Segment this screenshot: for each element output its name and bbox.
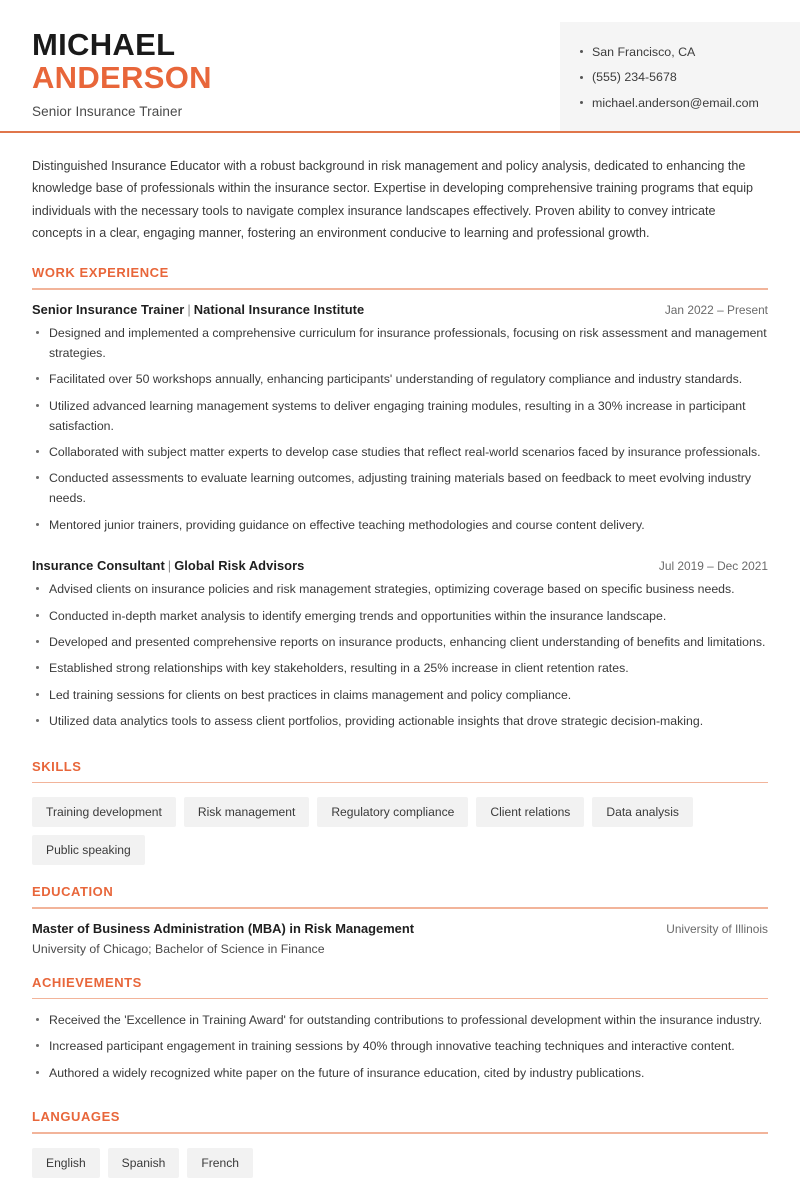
contact-phone: (555) 234-5678	[578, 65, 782, 91]
experience-role-company	[32, 558, 304, 573]
language-tag: English	[32, 1148, 100, 1178]
education-degree: Master of Business Administration (MBA) in Risk Management	[32, 920, 414, 936]
section-title-achievements: ACHIEVEMENTS	[32, 974, 142, 990]
experience-company: National Insurance Institute	[193, 301, 365, 317]
last-name: ANDERSON	[32, 60, 212, 96]
bullet-item: Developed and presented comprehensive reports on insurance products, enhancing client understanding of benefits and limitations.	[32, 633, 768, 659]
bullet-item: Facilitated over 50 workshops annually, enhancing participants' understanding of regulatory compliance and industry standards.	[32, 370, 768, 396]
experience-role-company	[32, 302, 364, 317]
section-divider	[32, 998, 768, 1000]
contact-box	[560, 22, 800, 131]
language-tag: Spanish	[108, 1148, 180, 1178]
resume-header	[0, 0, 800, 131]
header-identity	[0, 22, 212, 119]
bullet-item: Authored a widely recognized white paper on the future of insurance education, cited by industry publications.	[32, 1064, 768, 1090]
section-title-languages: LANGUAGES	[32, 1109, 121, 1125]
skill-tag: Client relations	[476, 797, 584, 827]
section-education	[32, 884, 768, 956]
experience-company: Global Risk Advisors	[174, 558, 305, 574]
skill-tag: Public speaking	[32, 835, 145, 865]
section-skills	[32, 759, 768, 866]
bullet-item: Designed and implemented a comprehensive curriculum for insurance professionals, focusing on risk assessment and management strategies.	[32, 324, 768, 370]
achievements-bullets	[32, 1011, 768, 1090]
bullet-item: Advised clients on insurance policies and risk management strategies, optimizing coverage based on specific business needs.	[32, 580, 768, 606]
skill-tag: Risk management	[184, 797, 309, 827]
professional-summary: Distinguished Insurance Educator with a robust background in risk management and policy analysis, dedicated to enhancing the knowledge base of professionals within the insurance sector. Expertise in developing comprehensive training programs that equip individuals with the necessary tools to navigate complex insurance landscapes effectively. Proven ability to convey intricate concepts in a clear, engaging manner, fostering an environment conducive to learning and professional growth.	[32, 158, 754, 241]
experience-date-range: Jul 2019 – Dec 2021	[658, 559, 768, 574]
experience-entry	[32, 302, 768, 542]
bullet-item: Increased participant engagement in training sessions by 40% through innovative teaching techniques and interactive content.	[32, 1037, 768, 1063]
bullet-item: Established strong relationships with key stakeholders, resulting in a 25% increase in client retention rates.	[32, 659, 768, 685]
role-company-separator: |	[187, 301, 191, 317]
experience-entry-header	[32, 558, 768, 573]
role-company-separator: |	[167, 558, 172, 574]
education-secondary: University of Chicago; Bachelor of Science in Finance	[32, 941, 325, 956]
resume-content	[0, 133, 800, 1178]
header-job-title: Senior Insurance Trainer	[32, 103, 183, 119]
contact-email: michael.anderson@email.com	[578, 90, 782, 116]
contact-list	[578, 39, 782, 116]
language-tag: French	[187, 1148, 253, 1178]
experience-role: Senior Insurance Trainer	[32, 301, 185, 317]
education-institution: University of Illinois	[666, 921, 768, 936]
skill-tag: Regulatory compliance	[317, 797, 468, 827]
experience-date-range: Jan 2022 – Present	[664, 302, 768, 317]
section-languages	[32, 1109, 768, 1178]
skill-tag: Training development	[32, 797, 176, 827]
bullet-item: Conducted in-depth market analysis to identify emerging trends and opportunities within the insurance landscape.	[32, 607, 768, 633]
section-title-skills: SKILLS	[32, 758, 82, 774]
bullet-item: Mentored junior trainers, providing guidance on effective teaching methodologies and course content delivery.	[32, 516, 768, 542]
section-title-education: EDUCATION	[32, 884, 114, 900]
bullet-item: Utilized data analytics tools to assess client portfolios, providing actionable insights that drove strategic decision-making.	[32, 712, 768, 738]
contact-location: San Francisco, CA	[578, 39, 782, 65]
section-divider	[32, 288, 768, 290]
section-work-experience	[32, 265, 768, 738]
section-achievements	[32, 975, 768, 1091]
languages-tag-list	[32, 1146, 768, 1178]
experience-bullets	[32, 324, 768, 542]
education-entry-header	[32, 921, 768, 936]
bullet-item: Utilized advanced learning management systems to deliver engaging training modules, resulting in a 30% increase in participant satisfaction.	[32, 397, 768, 443]
bullet-item: Conducted assessments to evaluate learning outcomes, adjusting training materials based on feedback to meet evolving industry needs.	[32, 469, 768, 515]
experience-entry-header	[32, 302, 768, 317]
first-name: MICHAEL	[32, 27, 176, 62]
bullet-item: Received the 'Excellence in Training Award' for outstanding contributions to professional development within the insurance industry.	[32, 1011, 768, 1037]
experience-entry	[32, 558, 768, 738]
bullet-item: Led training sessions for clients on best practices in claims management and policy compliance.	[32, 686, 768, 712]
section-title-work-experience: WORK EXPERIENCE	[32, 265, 169, 281]
section-divider	[32, 907, 768, 909]
section-divider	[32, 1132, 768, 1134]
skills-tag-list	[32, 795, 768, 865]
skill-tag: Data analysis	[592, 797, 693, 827]
experience-role: Insurance Consultant	[32, 558, 165, 574]
experience-bullets	[32, 580, 768, 738]
bullet-item: Collaborated with subject matter experts to develop case studies that reflect real-world scenarios faced by insurance professionals.	[32, 443, 768, 469]
section-divider	[32, 782, 768, 784]
